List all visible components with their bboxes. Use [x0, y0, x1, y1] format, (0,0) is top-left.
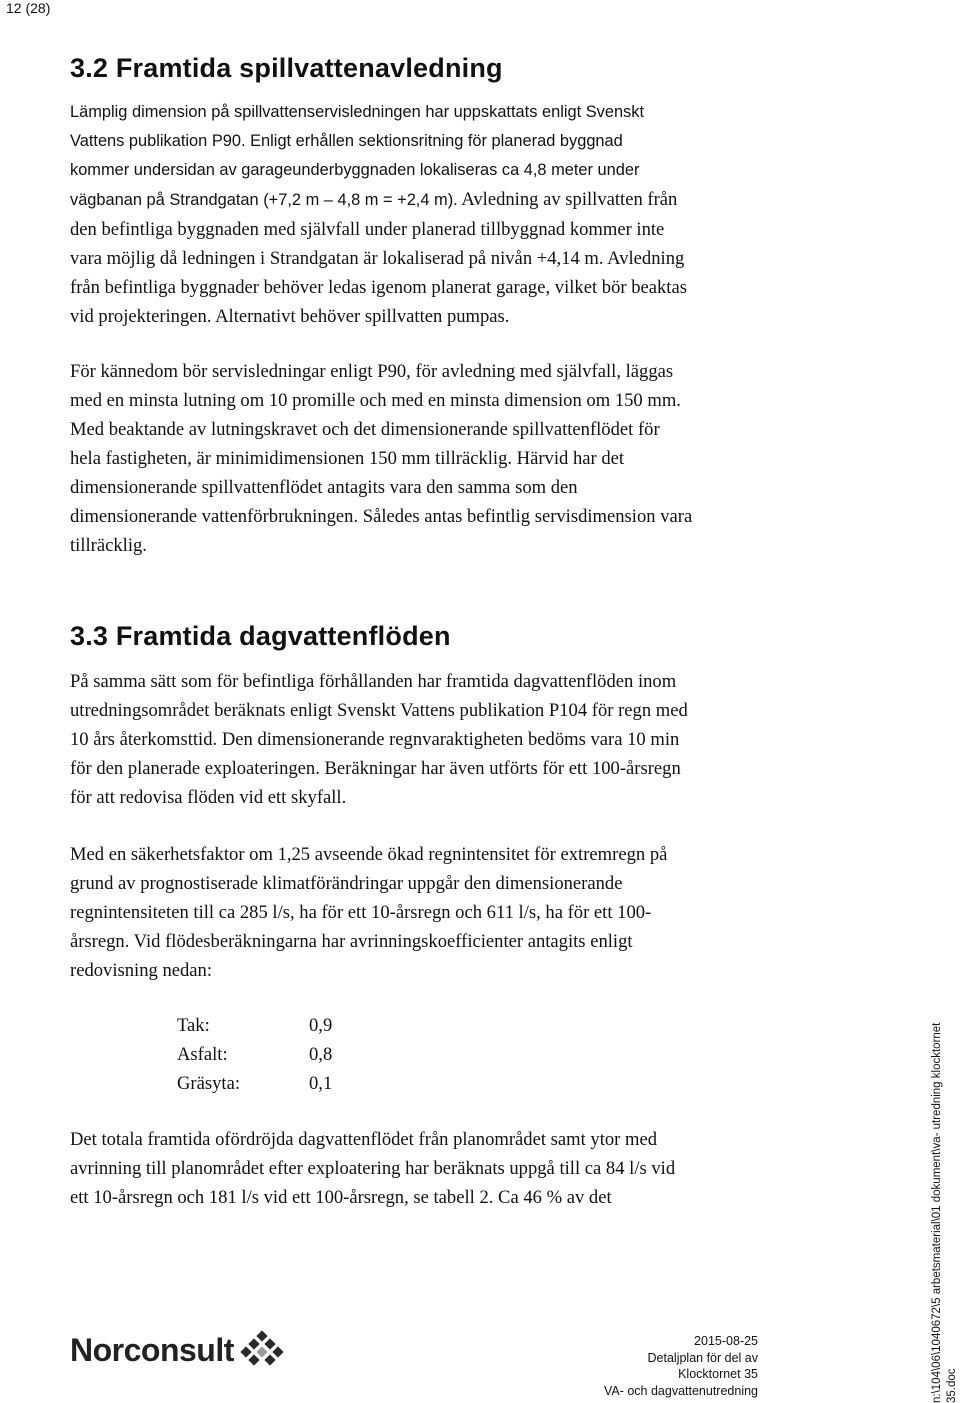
text-line: tillräcklig. — [70, 535, 147, 556]
text-line: Lämplig dimension på spillvattenservisledningen har uppskattats enligt Svenskt — [70, 103, 645, 121]
text-line: vid projekteringen. Alternativt behöver spillvatten pumpas. — [70, 306, 510, 327]
text-fragment: vägbanan på Strandgatan (+7,2 m – 4,8 m = +2,4 m). — [70, 191, 458, 209]
text-fragment: Avledning av spillvatten från — [457, 189, 678, 210]
coefficient-row — [177, 1040, 377, 1069]
footer-line: Detaljplan för del av — [647, 1350, 758, 1365]
text-line: För kännedom bör servisledningar enligt P90, för avledning med självfall, läggas — [70, 361, 674, 382]
text-line: redovisning nedan: — [70, 960, 213, 981]
text-line: från befintliga byggnader behöver ledas igenom planerat garage, vilket bör beaktas — [70, 277, 687, 298]
section-heading-3-2: 3.2 Framtida spillvattenavledning — [70, 53, 503, 83]
text-line: dimensionerande spillvattenflödet antagits vara den samma som den — [70, 477, 578, 498]
text-line: 10 års återkomsttid. Den dimensionerande regnvaraktigheten bedöms vara 10 min — [70, 729, 680, 750]
text-line: för att redovisa flöden vid ett skyfall. — [70, 787, 347, 808]
text-line: grund av prognostiserade klimatförändringar uppgår den dimensionerande — [70, 873, 623, 894]
paragraph-dagvatten-2 — [70, 840, 780, 985]
text-line-mixed — [70, 185, 780, 215]
text-line: Vattens publikation P90. Enligt erhållen sektionsritning för planerad byggnad — [70, 132, 623, 150]
footer-line: VA- och dagvattenutredning — [603, 1383, 758, 1398]
text-line: regnintensiteten till ca 285 l/s, ha för ett 10-årsregn och 611 l/s, ha för ett 100- — [70, 902, 652, 923]
side-file-path — [930, 1022, 960, 1403]
coefficient-value: 0,1 — [309, 1073, 333, 1094]
text-line: Det totala framtida ofördröjda dagvattenflödet från planområdet samt ytor med — [70, 1129, 658, 1150]
text-line: med en minsta lutning om 10 promille och med en minsta dimension om 150 mm. — [70, 390, 681, 411]
paragraph-spillvatten-2 — [70, 357, 780, 560]
coefficient-label: Tak: — [177, 1015, 210, 1036]
coefficient-label: Gräsyta: — [177, 1073, 240, 1094]
runoff-coefficient-table — [177, 1011, 377, 1098]
coefficient-row — [177, 1011, 377, 1040]
page-number: 12 (28) — [6, 0, 51, 16]
logo-wordmark: Norconsult — [70, 1331, 234, 1368]
coefficient-row — [177, 1069, 377, 1098]
text-line: dimensionerande vattenförbrukningen. Således antas befintlig servisdimension vara — [70, 506, 693, 527]
norconsult-logo — [70, 1330, 284, 1370]
paragraph-spillvatten-1 — [70, 98, 780, 331]
text-line: avrinning till planområdet efter exploatering har beräknats uppgå till ca 84 l/s vid — [70, 1158, 676, 1179]
text-line: ett 10-årsregn och 181 l/s vid ett 100-årsregn, se tabell 2. Ca 46 % av det — [70, 1187, 612, 1208]
text-line: utredningsområdet beräknats enligt Svenskt Vattens publikation P104 för regn med — [70, 700, 688, 721]
text-line: vara möjlig då ledningen i Strandgatan är lokaliserad på nivån +4,14 m. Avledning — [70, 248, 685, 269]
logo-diamond-icon — [240, 1330, 284, 1370]
footer-date: 2015-08-25 — [694, 1334, 758, 1348]
paragraph-dagvatten-3 — [70, 1125, 780, 1212]
file-path-line: n:\104\06\1040672\5 arbetsmaterial\01 dokument\va- utredning klocktornet — [931, 1022, 943, 1403]
text-line: Med en säkerhetsfaktor om 1,25 avseende ökad regnintensitet för extremregn på — [70, 844, 668, 865]
text-line: Med beaktande av lutningskravet och det dimensionerande spillvattenflödet för — [70, 419, 660, 440]
text-line: årsregn. Vid flödesberäkningarna har avrinningskoefficienter antagits enligt — [70, 931, 633, 952]
footer-line: Klocktornet 35 — [678, 1367, 758, 1381]
coefficient-label: Asfalt: — [177, 1044, 228, 1065]
coefficient-value: 0,8 — [309, 1044, 333, 1065]
text-line: hela fastigheten, är minimidimensionen 150 mm tillräcklig. Härvid har det — [70, 448, 625, 469]
text-line: för den planerade exploateringen. Beräkningar har även utförts för ett 100-årsregn — [70, 758, 681, 779]
text-line: På samma sätt som för befintliga förhållanden har framtida dagvattenflöden inom — [70, 671, 677, 692]
paragraph-dagvatten-1 — [70, 667, 780, 812]
footer-document-info — [604, 1333, 758, 1399]
text-line: den befintliga byggnaden med självfall under planerad tillbyggnad kommer inte — [70, 219, 665, 240]
section-heading-3-3: 3.3 Framtida dagvattenflöden — [70, 621, 451, 651]
coefficient-value: 0,9 — [309, 1015, 333, 1036]
text-line: kommer undersidan av garageunderbyggnaden lokaliseras ca 4,8 meter under — [70, 161, 640, 179]
file-path-line: 35.doc — [946, 1368, 958, 1403]
